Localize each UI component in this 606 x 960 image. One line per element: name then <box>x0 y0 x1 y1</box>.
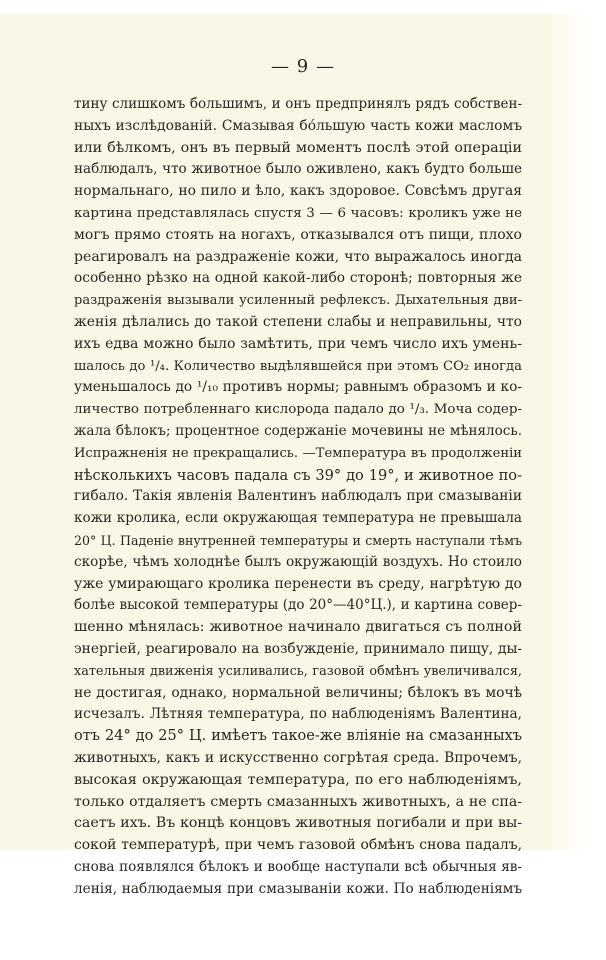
text-line: скорѣе, чѣмъ холоднѣе былъ окружающій воздухъ. Но стоило <box>74 553 522 570</box>
text-line: уже умирающаго кролика перенести въ среду, нагрѣтую до <box>74 575 522 592</box>
text-line: картина представлялась спустя 3 — 6 часовъ: кроликъ уже не <box>74 205 522 221</box>
text-line: особенно рѣзко на одной какой-либо сторонѣ; повторныя же <box>74 270 522 287</box>
text-line: шенно мѣнялась: животное начинало двигаться съ полной <box>74 619 522 636</box>
text-line: Испражненія не прекращались. —Температура въ продолженіи <box>74 445 522 461</box>
text-line: только отдаляетъ смерть смазанныхъ животныхъ, а не спа- <box>74 793 522 810</box>
text-line: ленія, наблюдаемыя при смазываніи кожи. По наблюденіямъ <box>74 880 522 897</box>
text-line: сокой температурѣ, при чемъ газовой обмѣнъ снова падалъ, <box>74 837 522 854</box>
text-line: или бѣлкомъ, онъ въ первый моментъ послѣ этой операціи <box>74 139 522 156</box>
text-line: ныхъ изслѣдованій. Смазывая бо́льшую часть кожи масломъ <box>74 117 522 134</box>
text-line: уменьшалось до ¹/₁₀ противъ нормы; равнымъ образомъ и ко- <box>74 379 522 396</box>
text-line: отъ 24° до 25° Ц. имѣетъ такое-же вліяніе на смазанныхъ <box>74 728 522 745</box>
text-line: 20° Ц. Паденіе внутренней температуры и смерть наступали тѣмъ <box>74 532 522 548</box>
text-line: могъ прямо стоять на ногахъ, отказывался отъ пищи, плохо <box>74 226 522 243</box>
scan-margin-top <box>0 0 606 14</box>
text-line: наблюдалъ, что животное было оживлено, какъ будто больше <box>74 161 522 178</box>
scan-margin-right <box>546 0 606 960</box>
text-line: животныхъ, какъ и искусственно согрѣтая среда. Впрочемъ, <box>74 749 522 766</box>
text-line: ихъ едва можно было замѣтить, при чемъ число ихъ умень- <box>74 335 522 352</box>
body-text <box>74 94 522 900</box>
text-line: шалось до ¹/₄. Количество выдѣлявшейся при этомъ CO₂ иногда <box>74 358 522 374</box>
text-line: высокая окружающая температура, по его наблюденіямъ, <box>74 771 522 788</box>
text-line: снова появлялся бѣлокъ и вообще наступали всѣ обычныя яв- <box>74 858 522 875</box>
text-line: хательныя движенія усиливались, газовой обмѣнъ увеличивался, <box>74 663 522 679</box>
text-line: жала бѣлокъ; процентное содержаніе мочевины не мѣнялось. <box>74 422 522 439</box>
text-line: болѣе высокой температуры (до 20°—40°Ц.), и картина совер- <box>74 597 522 614</box>
text-line: кожи кролика, если окружающая температура не превышала <box>74 510 522 527</box>
text-line: реагировалъ на раздраженіе кожи, что выражалось иногда <box>74 248 522 265</box>
text-line: нѣсколькихъ часовъ падала съ 39° до 19°, и животное по- <box>74 466 522 484</box>
text-line: раздраженія вызывали усиленный рефлексъ. Дыхательныя дви- <box>74 293 522 309</box>
text-line: нормальнаго, но пило и ѣло, какъ здоровое. Совсѣмъ другая <box>74 183 522 200</box>
text-line: энергіей, реагировало на возбужденіе, принимало пищу, ды- <box>74 640 522 657</box>
text-line: саетъ ихъ. Въ концѣ концовъ животныя погибали и при вы- <box>74 815 522 832</box>
text-line: исчезалъ. Лѣтняя температура, по наблюденіямъ Валентина, <box>74 706 522 723</box>
text-line: гибало. Такія явленія Валентинъ наблюдалъ при смазываніи <box>74 488 522 505</box>
page-number: — 9 — <box>271 56 335 77</box>
text-line: тину слишкомъ большимъ, и онъ предпринялъ рядъ собствен- <box>74 96 522 112</box>
text-line: женія дѣлались до такой степени слабы и неправильны, что <box>74 313 522 330</box>
text-line: личество потребленнаго кислорода падало до ¹/₃. Моча содер- <box>74 402 522 418</box>
text-line: не достигая, однако, нормальной величины; бѣлокъ въ мочѣ <box>74 684 522 701</box>
